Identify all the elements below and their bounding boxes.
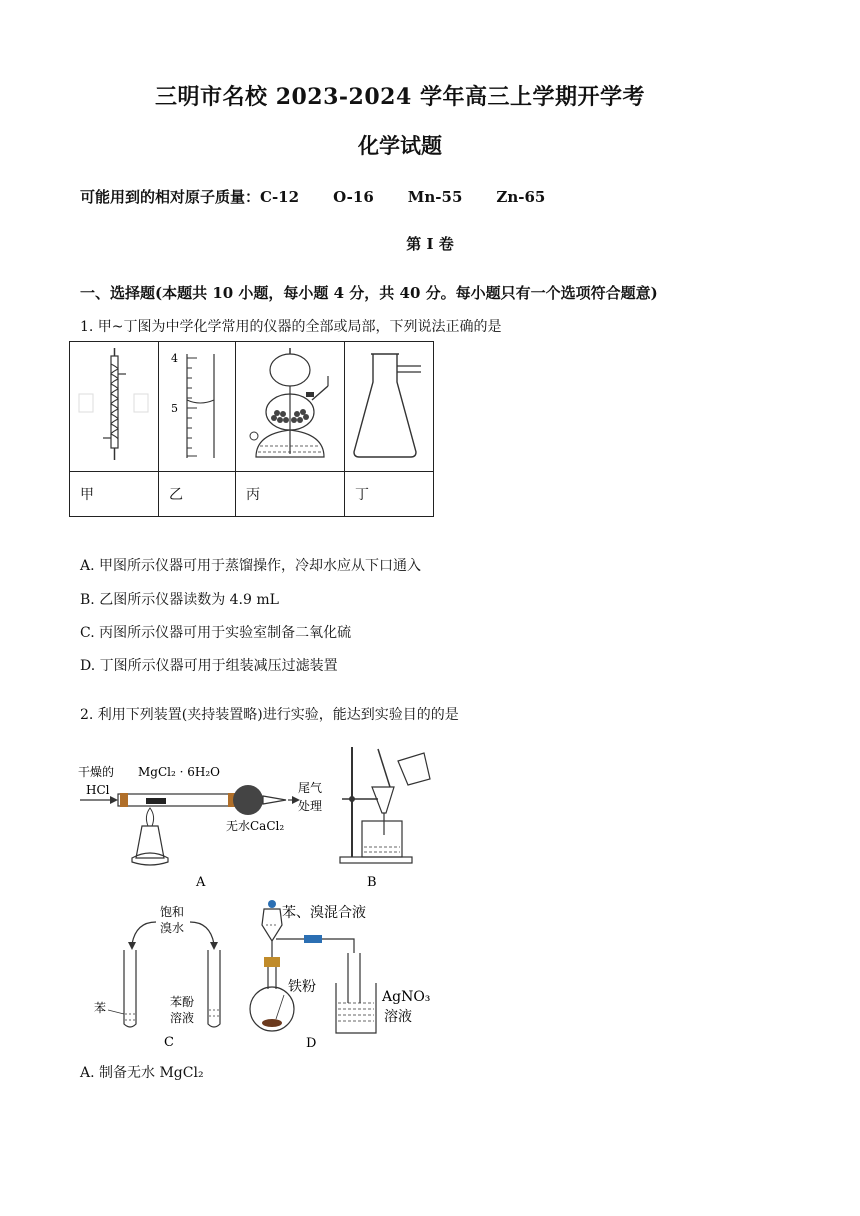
cell-cylinder	[159, 342, 236, 472]
page-subtitle: 化学试题	[358, 133, 442, 158]
figure-b	[338, 743, 438, 893]
q1-option-a: A. 甲图所示仪器可用于蒸馏操作，冷却水应从下口通入	[80, 558, 422, 574]
figure-a	[76, 752, 326, 892]
label-bing: 丙	[236, 472, 345, 517]
mass-item: C-12	[260, 188, 300, 206]
mass-item: O-16	[333, 188, 374, 206]
volume-heading: 第 I 卷	[406, 235, 454, 253]
tick-label: 5	[171, 402, 178, 415]
q1-option-b: B. 乙图所示仪器读数为 4.9 mL	[80, 592, 279, 608]
fig-a-label: 干燥的	[78, 765, 115, 779]
fig-d-label: AgNO₃	[382, 989, 431, 1005]
label-yi: 乙	[159, 472, 236, 517]
page-title: 三明市名校 2023-2024 学年高三上学期开学考	[155, 84, 645, 110]
figure-c	[90, 900, 240, 1050]
suction-flask-drawing	[345, 342, 433, 467]
fig-c-label: 溶液	[170, 1011, 195, 1025]
kipp-generator-drawing	[236, 342, 344, 467]
cell-flask	[345, 342, 434, 472]
fig-a-label: 处理	[298, 799, 323, 813]
atomic-masses-label: 可能用到的相对原子质量：	[80, 188, 261, 206]
fig-a-label: HCl	[86, 783, 110, 797]
q1-option-d: D. 丁图所示仪器可用于组装减压过滤装置	[80, 658, 338, 674]
mass-item: Zn-65	[496, 188, 546, 206]
fig-a-letter: A	[196, 875, 206, 890]
fig-b-letter: B	[367, 875, 377, 890]
cell-condenser	[70, 342, 159, 472]
fig-a-label: 无水CaCl₂	[226, 819, 285, 833]
cell-kipp	[236, 342, 345, 472]
atomic-masses	[80, 186, 579, 207]
question-2-stem: 2. 利用下列装置(夹持装置略)进行实验，能达到实验目的的是	[80, 707, 459, 723]
tick-label: 4	[171, 352, 178, 365]
question-1-stem: 1. 甲~丁图为中学化学常用的仪器的全部或局部，下列说法正确的是	[80, 319, 502, 335]
fig-a-label: MgCl₂ · 6H₂O	[138, 765, 220, 779]
fig-d-label: 苯、溴混合液	[282, 905, 366, 921]
condenser-drawing	[70, 342, 158, 467]
fig-d-letter: D	[306, 1036, 317, 1051]
fig-a-label: 尾气	[298, 781, 323, 795]
fig-c-label: 饱和	[160, 905, 185, 919]
fig-c-label: 溴水	[160, 921, 185, 935]
q2-option-a: A. 制备无水 MgCl₂	[80, 1065, 204, 1081]
fig-c-label: 苯	[94, 1001, 107, 1015]
q1-option-c: C. 丙图所示仪器可用于实验室制备二氧化硫	[80, 625, 352, 641]
fig-c-letter: C	[164, 1035, 174, 1050]
fig-d-label: 铁粉	[288, 979, 316, 995]
fig-d-label: 溶液	[384, 1009, 412, 1025]
label-ding: 丁	[345, 472, 434, 517]
fig-c-label: 苯酚	[170, 995, 195, 1009]
figure-d	[244, 895, 444, 1053]
section-heading: 一、选择题(本题共 10 小题，每小题 4 分，共 40 分。每小题只有一个选项符合题意)	[80, 284, 658, 302]
label-jia: 甲	[70, 472, 159, 517]
mass-item: Mn-55	[407, 188, 463, 206]
apparatus-table	[69, 341, 434, 517]
graduated-cylinder-drawing	[159, 342, 235, 467]
